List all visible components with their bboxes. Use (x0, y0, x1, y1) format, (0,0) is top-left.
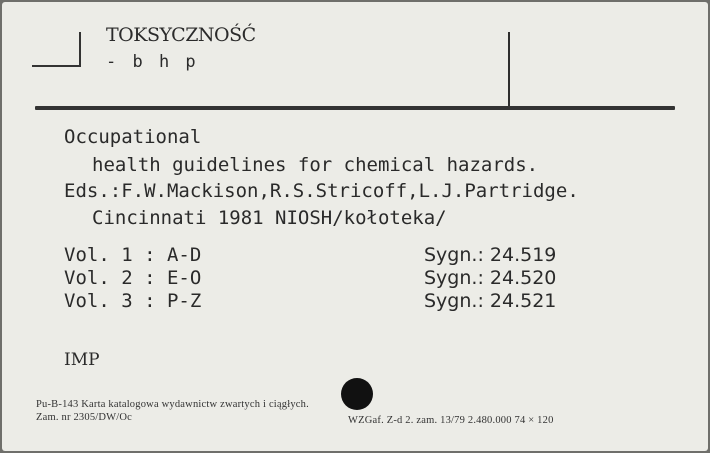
subject-heading: TOKSYCZNOŚĆ (106, 24, 256, 46)
catalog-card (2, 2, 708, 451)
shelfmark-entry: Sygn.: 24.520 (424, 267, 557, 289)
header-divider-vertical (508, 32, 510, 110)
stamp-label: IMP (64, 350, 100, 370)
footer-order-number: Zam. nr 2305/DW/Oc (36, 412, 133, 423)
shelfmark-entry: Sygn.: 24.519 (424, 244, 557, 266)
shelfmark-entry: Sygn.: 24.521 (424, 290, 557, 312)
footer-printer-line-1: Pu-B-143 Karta katalogowa wydawnictw zwartych i ciągłych. (36, 399, 309, 410)
title-line-2: health guidelines for chemical hazards. (92, 154, 539, 176)
volume-entry: Vol. 1 : A-D (64, 244, 202, 266)
punch-hole (341, 378, 373, 410)
corner-mark-vertical (79, 32, 81, 66)
volume-entry: Vol. 3 : P-Z (64, 290, 202, 312)
volume-entry: Vol. 2 : E-O (64, 267, 202, 289)
header-divider-horizontal (35, 106, 675, 110)
title-line-1: Occupational (64, 126, 202, 148)
subject-subheading: - b h p (106, 52, 199, 72)
publication-line: Cincinnati 1981 NIOSH/kołoteka/ (92, 207, 447, 229)
editors-line: Eds.:F.W.Mackison,R.S.Stricoff,L.J.Partridge. (64, 180, 579, 202)
footer-print-info: WZGaf. Z-d 2. zam. 13/79 2.480.000 74 × 120 (348, 415, 554, 426)
corner-mark-horizontal (32, 65, 81, 67)
